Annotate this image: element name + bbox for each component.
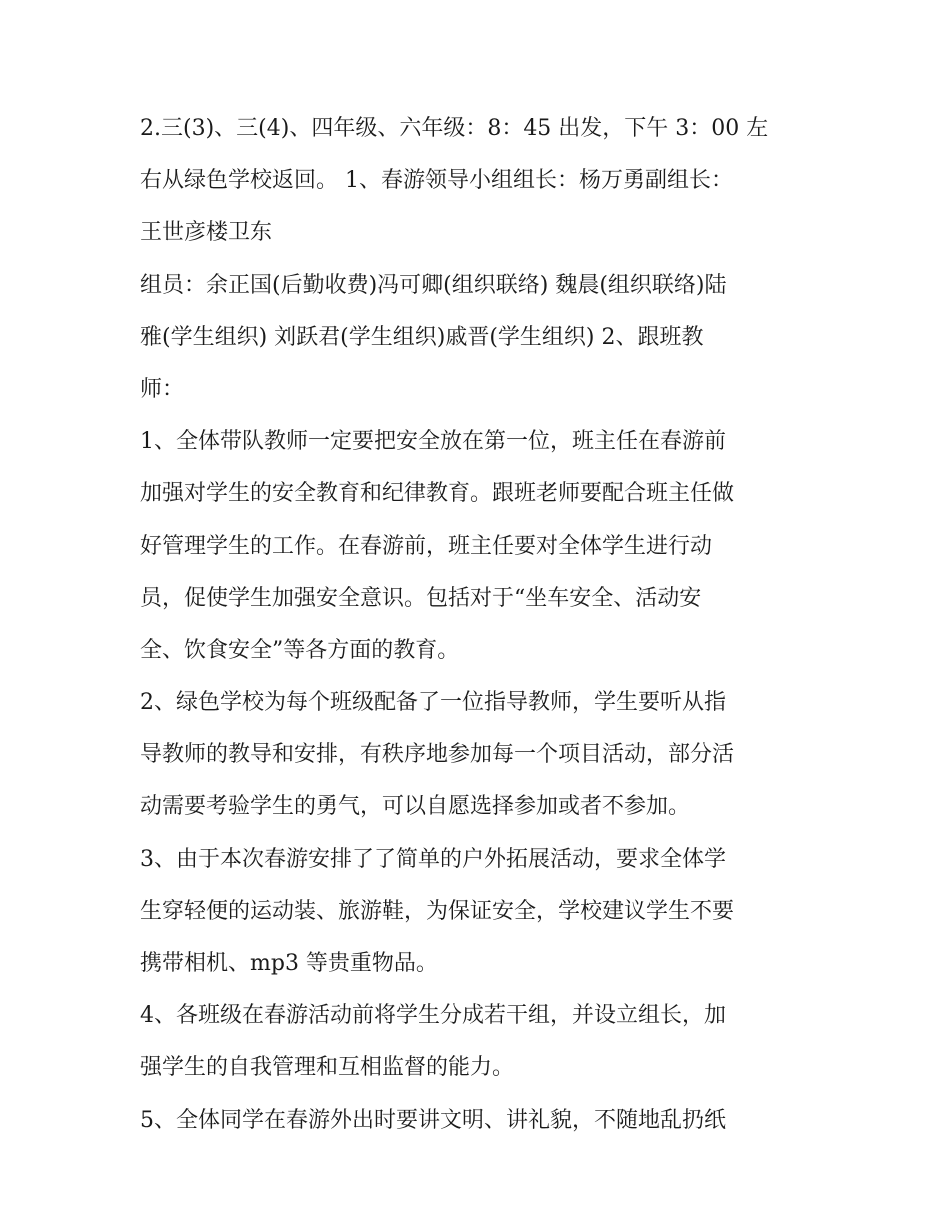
text-line: 1、全体带队教师一定要把安全放在第一位，班主任在春游前 [140, 429, 726, 455]
text-line: 右从绿色学校返回。 1、春游领导小组组长：杨万勇副组长： [140, 168, 733, 194]
text-line: 2、绿色学校为每个班级配备了一位指导教师，学生要听从指 [140, 690, 726, 716]
text-line: 好管理学生的工作。在春游前，班主任要对全体学生进行动 [140, 533, 713, 559]
text-line: 师： [140, 376, 185, 402]
text-line: 王世彦楼卫东 [140, 220, 273, 246]
text-line: 5、全体同学在春游外出时要讲文明、讲礼貌，不随地乱扔纸 [140, 1107, 726, 1133]
text-line: 生穿轻便的运动装、旅游鞋，为保证安全，学校建议学生不要 [140, 898, 735, 924]
document-body [140, 103, 815, 1147]
text-line: 4、各班级在春游活动前将学生分成若干组，并设立组长，加 [140, 1003, 726, 1029]
text-line: 导教师的教导和安排，有秩序地参加每一个项目活动，部分活 [140, 742, 735, 768]
text-line: 2.三(3)、三(4)、四年级、六年级：8：45 出发，下午 3：00 左 [140, 116, 769, 141]
text-line: 强学生的自我管理和互相监督的能力。 [140, 1055, 515, 1081]
text-line: 加强对学生的安全教育和纪律教育。跟班老师要配合班主任做 [140, 481, 735, 507]
text-line: 3、由于本次春游安排了了简单的户外拓展活动，要求全体学 [140, 846, 726, 872]
text-line: 动需要考验学生的勇气，可以自愿选择参加或者不参加。 [140, 794, 691, 820]
text-line: 组员：余正国(后勤收费)冯可卿(组织联络) 魏晨(组织联络)陆 [140, 272, 727, 298]
text-line: 全、饮食安全”等各方面的教育。 [140, 637, 460, 663]
text-line: 员，促使学生加强安全意识。包括对于“坐车安全、活动安 [140, 585, 702, 611]
text-line: 雅(学生组织) 刘跃君(学生组织)戚晋(学生组织) 2、跟班教 [140, 324, 704, 350]
text-line: 携带相机、mp3 等贵重物品。 [140, 951, 438, 976]
